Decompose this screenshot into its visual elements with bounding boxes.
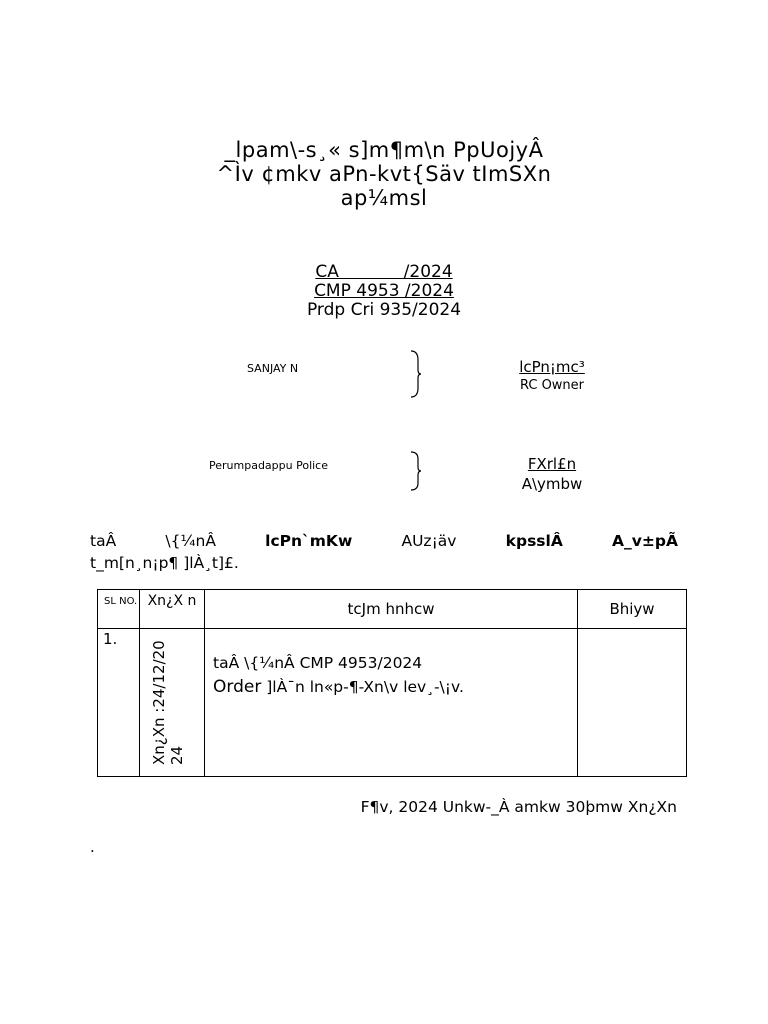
header-proceedings: tcJm hnhcw: [205, 590, 578, 629]
row-remarks: [578, 629, 687, 777]
case-number-ca: CA /2024: [315, 262, 453, 282]
petitioner-role: lcPn¡mc³ RC Owner: [519, 358, 585, 393]
respondent-name: Perumpadappu Police: [209, 459, 328, 472]
respondent-brace-icon: [408, 451, 422, 491]
intro-line-1: taÂ \{¼nÂ lcPn`mKw AUz¡äv kpsslÂ A_v±pÃ: [90, 532, 678, 550]
court-title-line-1: _lpam\-s¸« s]m¶m\n PpUojyÂ: [224, 138, 544, 162]
footer-date-line: F¶v, 2024 Unkw-_À amkw 30þmw Xn¿Xn: [360, 798, 677, 816]
header-sl: SL NO.: [98, 590, 140, 629]
respondent-role: FXrl£n A\ymbw: [521, 455, 583, 493]
table-row: [98, 629, 687, 777]
header-remarks: Bhiyw: [578, 590, 687, 629]
court-title-line-3: ap¼msl: [340, 186, 428, 210]
row-date: Xn¿Xn :24/12/20 24: [140, 629, 205, 777]
orders-table: [97, 589, 687, 777]
header-date: Xn¿X n: [140, 590, 205, 629]
crime-number: Prdp Cri 935/2024: [306, 300, 462, 320]
row-proceedings: taÂ \{¼nÂ CMP 4953/2024 Order ]lÀ¯n ln«p-¶-Xn\v lev¸-\¡v.: [205, 629, 578, 777]
petitioner-name: SANJAY N: [247, 362, 299, 375]
row-sl: 1.: [98, 629, 140, 777]
intro-line-2: t_m[n¸n¡p¶ ]lÀ¸t]£.: [90, 554, 239, 572]
table-header-row: [98, 590, 687, 629]
trailing-dot: .: [90, 838, 95, 856]
court-title: [0, 138, 768, 210]
petitioner-brace-icon: [408, 350, 422, 398]
court-title-line-2: ^Ìv ¢mkv aPn-kvt{Säv tImSXn: [216, 162, 552, 186]
case-number-cmp: CMP 4953 /2024: [314, 281, 454, 301]
intro-paragraph: [90, 530, 678, 574]
